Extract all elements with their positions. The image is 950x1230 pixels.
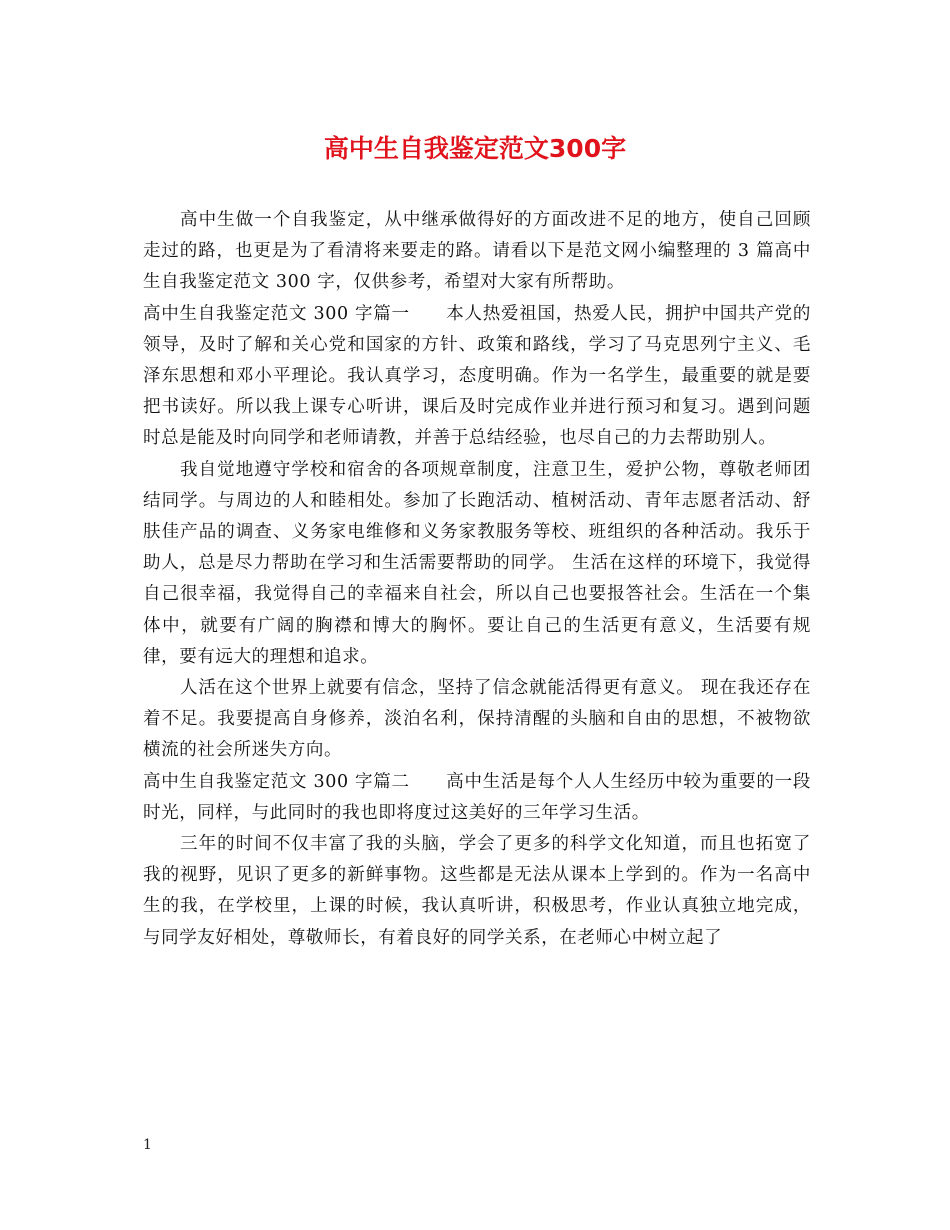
document-title: 高中生自我鉴定范文300字 xyxy=(323,134,627,163)
paragraph-essay-two: 高中生自我鉴定范文 300 字篇二 高中生活是每个人人生经历中较为重要的一段时光，同样，与此同时的我也即将度过这美好的三年学习生活。 xyxy=(143,771,811,823)
paragraph-three-years: 三年的时间不仅丰富了我的头脑，学会了更多的科学文化知道，而且也拓宽了我的视野，见识了更多的新鲜事物。这些都是无法从课本上学到的。作为一名高中生的我，在学校里，上课的时候，我认真听讲，积极思考，作业认真独立地完成，与同学友好相处，尊敬师长，有着良好的同学关系，在老师心中树立起了 xyxy=(143,834,811,948)
paragraph-discipline: 我自觉地遵守学校和宿舍的各项规章制度，注意卫生，爱护公物，尊敬老师团结同学。与周边的人和睦相处。参加了长跑活动、植树活动、青年志愿者活动、舒肤佳产品的调查、义务家电维修和义务家教服务等校、班组织的各种活动。我乐于助人，总是尽力帮助在学习和生活需要帮助的同学。 生活在这样的环境下，我觉得自己很幸福，我觉得自己的幸福来自社会，所以自己也要报答社会。生活在一个集体中，就要有广阔的胸襟和博大的胸怀。要让自己的生活更有意义，生活要有规律，要有远大的理想和追求。 xyxy=(143,459,811,667)
paragraph-essay-one: 高中生自我鉴定范文 300 字篇一 本人热爱祖国，热爱人民，拥护中国共产党的领导，及时了解和关心党和国家的方针、政策和路线，学习了马克思列宁主义、毛泽东思想和邓小平理论。我认真学习，态度明确。作为一名学生，最重要的就是要把书读好。所以我上课专心听讲，课后及时完成作业并进行预习和复习。遇到问题时总是能及时向同学和老师请教，并善于总结经验，也尽自己的力去帮助别人。 xyxy=(143,303,811,449)
page-number: 1 xyxy=(143,1137,152,1153)
document-body xyxy=(143,205,811,954)
paragraph-intro: 高中生做一个自我鉴定，从中继承做得好的方面改进不足的地方，使自己回顾走过的路，也更是为了看清将来要走的路。请看以下是范文网小编整理的 3 篇高中生自我鉴定范文 300 字，仅供参考，希望对大家有所帮助。 xyxy=(143,210,811,293)
paragraph-belief: 人活在这个世界上就要有信念，坚持了信念就能活得更有意义。 现在我还存在着不足。我要提高自身修养，淡泊名利，保持清醒的头脑和自由的思想，不被物欲横流的社会所迷失方向。 xyxy=(143,678,811,761)
